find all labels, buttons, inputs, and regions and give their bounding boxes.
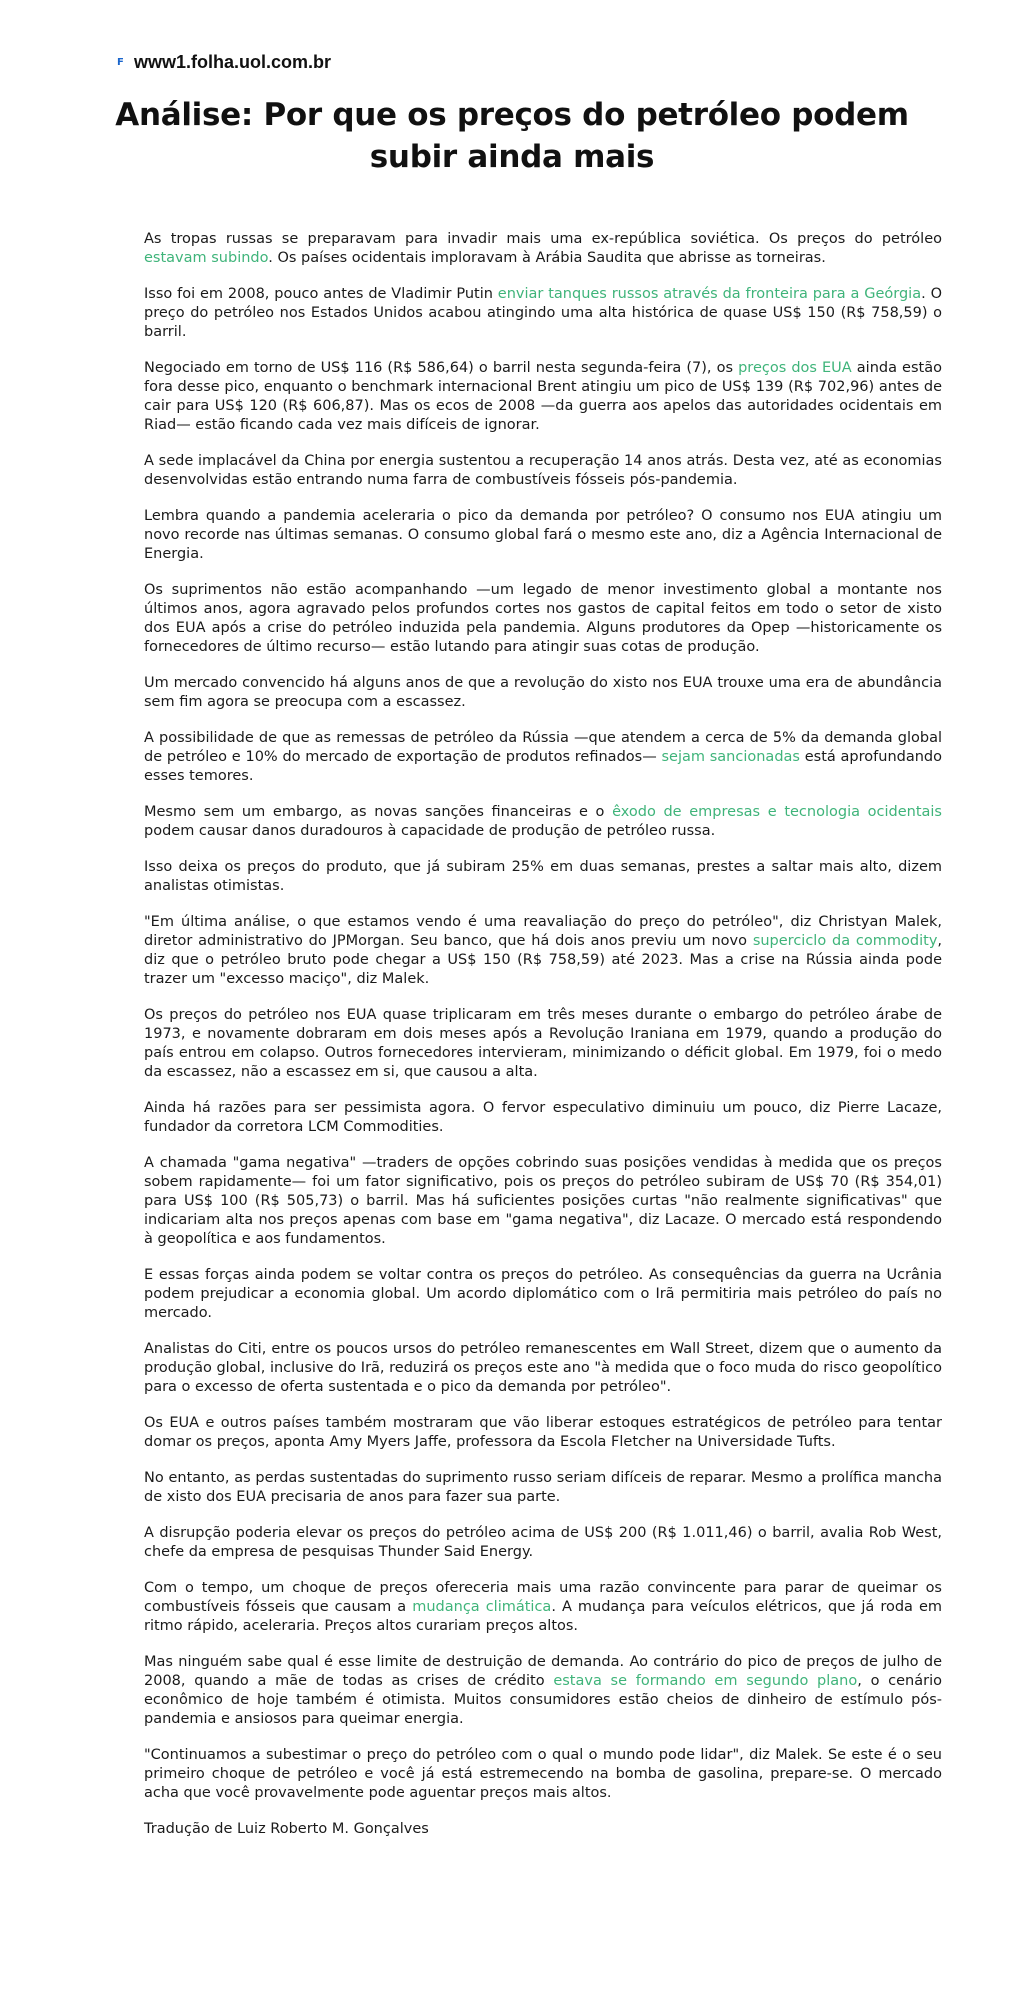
article-paragraph	[144, 507, 942, 564]
article-paragraph	[144, 1469, 942, 1507]
article-paragraph	[144, 1414, 942, 1452]
paragraph-text: Isso deixa os preços do produto, que já subiram 25% em duas semanas, prestes a saltar mais alto, dizem analistas otimistas.	[144, 859, 942, 894]
article-paragraph	[144, 1579, 942, 1636]
inline-link[interactable]: mudança climática	[412, 1599, 552, 1615]
paragraph-text: As tropas russas se preparavam para invadir mais uma ex-república soviética. Os preços do petróleo	[144, 231, 942, 247]
folha-logo-icon: F	[117, 57, 124, 68]
article-paragraph	[144, 1006, 942, 1082]
paragraph-text: . Os países ocidentais imploravam à Arábia Saudita que abrisse as torneiras.	[268, 250, 826, 266]
paragraph-text: Mas ninguém sabe qual é esse limite de destruição de demanda. Ao contrário do pico de preços de julho de 2008, quando a mãe de todas as crises de crédito	[144, 1654, 942, 1689]
paragraph-text: A disrupção poderia elevar os preços do petróleo acima de US$ 200 (R$ 1.011,46) o barril, avalia Rob West, chefe da empresa de pesquisas Thunder Said Energy.	[144, 1525, 942, 1560]
article-title: Análise: Por que os preços do petróleo podem subir ainda mais	[115, 97, 909, 175]
paragraph-text: Ainda há razões para ser pessimista agora. O fervor especulativo diminuiu um pouco, diz Pierre Lacaze, fundador da corretora LCM Commodities.	[144, 1100, 942, 1135]
article-paragraph	[144, 230, 942, 268]
paragraph-text: Analistas do Citi, entre os poucos ursos do petróleo remanescentes em Wall Street, dizem que o aumento da produção global, inclusive do Irã, reduzirá os preços este ano "à medida que o foco muda do risco geopolítico para o excesso de oferta sustentada e o pico da demanda por petróleo".	[144, 1341, 942, 1395]
paragraph-text: A chamada "gama negativa" —traders de opções cobrindo suas posições vendidas à medida que os preços sobem rapidamente— foi um fator significativo, pois os preços do petróleo subiram de US$ 70 (R$ 354,01) para US$ 100 (R$ 505,73) o barril. Mas há suficientes posições curtas "não realmente significativas" que indicariam alta nos preços apenas com base em "gama negativa", diz Lacaze. O mercado está respondendo à geopolítica e aos fundamentos.	[144, 1155, 942, 1247]
site-domain: www1.folha.uol.com.br	[134, 52, 332, 72]
paragraph-text: , diz que o petróleo bruto pode chegar a US$ 150 (R$ 758,59) até 2023. Mas a crise na Rússia ainda pode trazer um "excesso maciço", diz Malek.	[144, 933, 943, 987]
inline-link[interactable]: êxodo de empresas e tecnologia ocidentais	[612, 804, 942, 820]
paragraph-text: A sede implacável da China por energia sustentou a recuperação 14 anos atrás. Desta vez, até as economias desenvolvidas estão entrando numa farra de combustíveis fósseis pós-pandemia.	[144, 453, 942, 488]
paragraph-text: Os EUA e outros países também mostraram que vão liberar estoques estratégicos de petróleo para tentar domar os preços, aponta Amy Myers Jaffe, professora da Escola Fletcher na Universidade Tufts.	[144, 1415, 942, 1450]
paragraph-text: "Em última análise, o que estamos vendo é uma reavaliação do preço do petróleo", diz Christyan Malek, diretor administrativo do JPMorgan. Seu banco, que há dois anos previu um novo	[144, 914, 942, 949]
article-paragraph	[144, 729, 942, 786]
article-paragraph	[144, 1266, 942, 1323]
article-paragraph	[144, 803, 942, 841]
article-paragraph	[144, 913, 942, 989]
paragraph-text: Os preços do petróleo nos EUA quase triplicaram em três meses durante o embargo do petróleo árabe de 1973, e novamente dobraram em dois meses após a Revolução Iraniana em 1979, quando a produção do país entrou em colapso. Outros fornecedores intervieram, minimizando o déficit global. Em 1979, foi o medo da escassez, não a escassez em si, que causou a alta.	[144, 1007, 942, 1080]
paragraph-text: "Continuamos a subestimar o preço do petróleo com o qual o mundo pode lidar", diz Malek. Se este é o seu primeiro choque de petróleo e você já está estremecendo na bomba de gasolina, prepare-se. O mercado acha que você provavelmente pode aguentar preços mais altos.	[144, 1747, 942, 1801]
paragraph-text: podem causar danos duradouros à capacidade de produção de petróleo russa.	[144, 823, 716, 839]
paragraph-text: E essas forças ainda podem se voltar contra os preços do petróleo. As consequências da guerra na Ucrânia podem prejudicar a economia global. Um acordo diplomático com o Irã permitiria mais petróleo do país no mercado.	[144, 1267, 942, 1321]
inline-link[interactable]: sejam sancionadas	[661, 749, 800, 765]
article-paragraph	[144, 1524, 942, 1562]
article-paragraph	[144, 1340, 942, 1397]
article-paragraph	[144, 1653, 942, 1729]
inline-link[interactable]: estavam subindo	[144, 250, 269, 266]
article-paragraph	[144, 858, 942, 896]
paragraph-text: . O preço do petróleo nos Estados Unidos acabou atingindo uma alta histórica de quase US$ 150 (R$ 758,59) o barril.	[144, 286, 942, 340]
inline-link[interactable]: preços dos EUA	[738, 360, 852, 376]
paragraph-text: Um mercado convencido há alguns anos de que a revolução do xisto nos EUA trouxe uma era de abundância sem fim agora se preocupa com a escassez.	[144, 675, 942, 710]
site-header	[117, 52, 331, 73]
inline-link[interactable]: enviar tanques russos através da fronteira para a Geórgia	[497, 286, 922, 302]
article-paragraph	[144, 1154, 942, 1249]
paragraph-text: Os suprimentos não estão acompanhando —um legado de menor investimento global a montante nos últimos anos, agora agravado pelos profundos cortes nos gastos de capital feitos em todo o setor de xisto dos EUA após a crise do petróleo induzida pela pandemia. Alguns produtores da Opep —historicamente os fornecedores de último recurso— estão lutando para atingir suas cotas de produção.	[144, 582, 942, 655]
article-paragraph	[144, 581, 942, 657]
paragraph-text: A possibilidade de que as remessas de petróleo da Rússia —que atendem a cerca de 5% da demanda global de petróleo e 10% do mercado de exportação de produtos refinados—	[144, 730, 942, 765]
paragraph-text: Mesmo sem um embargo, as novas sanções financeiras e o	[144, 804, 613, 820]
article-paragraph	[144, 452, 942, 490]
translation-credit: Tradução de Luiz Roberto M. Gonçalves	[144, 1821, 429, 1837]
article-paragraph	[144, 1099, 942, 1137]
paragraph-text: Isso foi em 2008, pouco antes de Vladimir Putin	[144, 286, 498, 302]
article-paragraph	[144, 359, 942, 435]
article-body	[144, 230, 942, 1856]
article-paragraph	[144, 285, 942, 342]
article-paragraph	[144, 674, 942, 712]
inline-link[interactable]: estava se formando em segundo plano	[553, 1673, 858, 1689]
paragraph-text: , o cenário econômico de hoje também é otimista. Muitos consumidores estão cheios de dinheiro de estímulo pós-pandemia e ansiosos para queimar energia.	[144, 1673, 942, 1727]
paragraph-text: No entanto, as perdas sustentadas do suprimento russo seriam difíceis de reparar. Mesmo a prolífica mancha de xisto dos EUA precisaria de anos para fazer sua parte.	[144, 1470, 942, 1505]
article-paragraph	[144, 1746, 942, 1803]
inline-link[interactable]: superciclo da commodity	[752, 933, 938, 949]
paragraph-text: Lembra quando a pandemia aceleraria o pico da demanda por petróleo? O consumo nos EUA atingiu um novo recorde nas últimas semanas. O consumo global fará o mesmo este ano, diz a Agência Internacional de Energia.	[144, 508, 942, 562]
paragraph-text: . A mudança para veículos elétricos, que já roda em ritmo rápido, aceleraria. Preços altos curariam preços altos.	[144, 1599, 942, 1634]
paragraph-text: Negociado em torno de US$ 116 (R$ 586,64) o barril nesta segunda-feira (7), os	[144, 360, 739, 376]
paragraph-text: está aprofundando esses temores.	[144, 749, 942, 784]
paragraph-text: Com o tempo, um choque de preços ofereceria mais uma razão convincente para parar de queimar os combustíveis fósseis que causam a	[144, 1580, 942, 1615]
paragraph-text: ainda estão fora desse pico, enquanto o benchmark internacional Brent atingiu um pico de US$ 139 (R$ 702,96) antes de cair para US$ 120 (R$ 606,87). Mas os ecos de 2008 —da guerra aos apelos das autoridades ocidentais em Riad— estão ficando cada vez mais difíceis de ignorar.	[144, 360, 942, 433]
